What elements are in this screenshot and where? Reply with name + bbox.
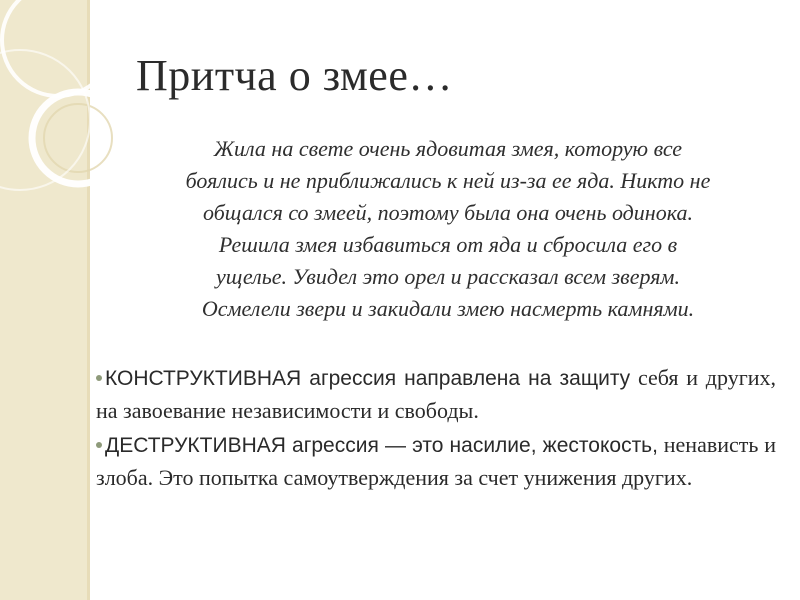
bullet-rest-text: себя и других, на завоевание независимости и свободы. [96, 365, 777, 423]
parable-line: общался со змеей, поэтому была она очень одинока. [203, 200, 693, 225]
bullet-dot-icon [96, 442, 102, 448]
aggression-bullet-list [96, 362, 776, 496]
list-item [96, 362, 776, 427]
slide-title: Притча о змее… [136, 51, 453, 100]
parable-line: Решила змея избавиться от яда и сбросила его в [218, 232, 678, 257]
parable-line: Жила на свете очень ядовитая змея, которую все [213, 136, 683, 161]
bullet-dot-icon [96, 375, 102, 381]
decorative-rings-graphic [0, 0, 130, 230]
parable-line: ущелье. Увидел это орел и рассказал всем зверям. [216, 264, 680, 289]
list-item [96, 429, 776, 494]
parable-line: Осмелели звери и закидали змею насмерть камнями. [201, 296, 695, 321]
bullet-lead-text: КОНСТРУКТИВНАЯ агрессия направлена на защиту [105, 367, 631, 390]
bullet-lead-text: ДЕСТРУКТИВНАЯ агрессия — это насилие, жестокость, [105, 434, 658, 457]
bullet-rest-text: ненависть и злоба. Это попытка самоутверждения за счет унижения других. [96, 432, 776, 490]
parable-line: боялись и не приближались к ней из-за ее яда. Никто не [185, 168, 711, 193]
parable-text [120, 133, 776, 325]
